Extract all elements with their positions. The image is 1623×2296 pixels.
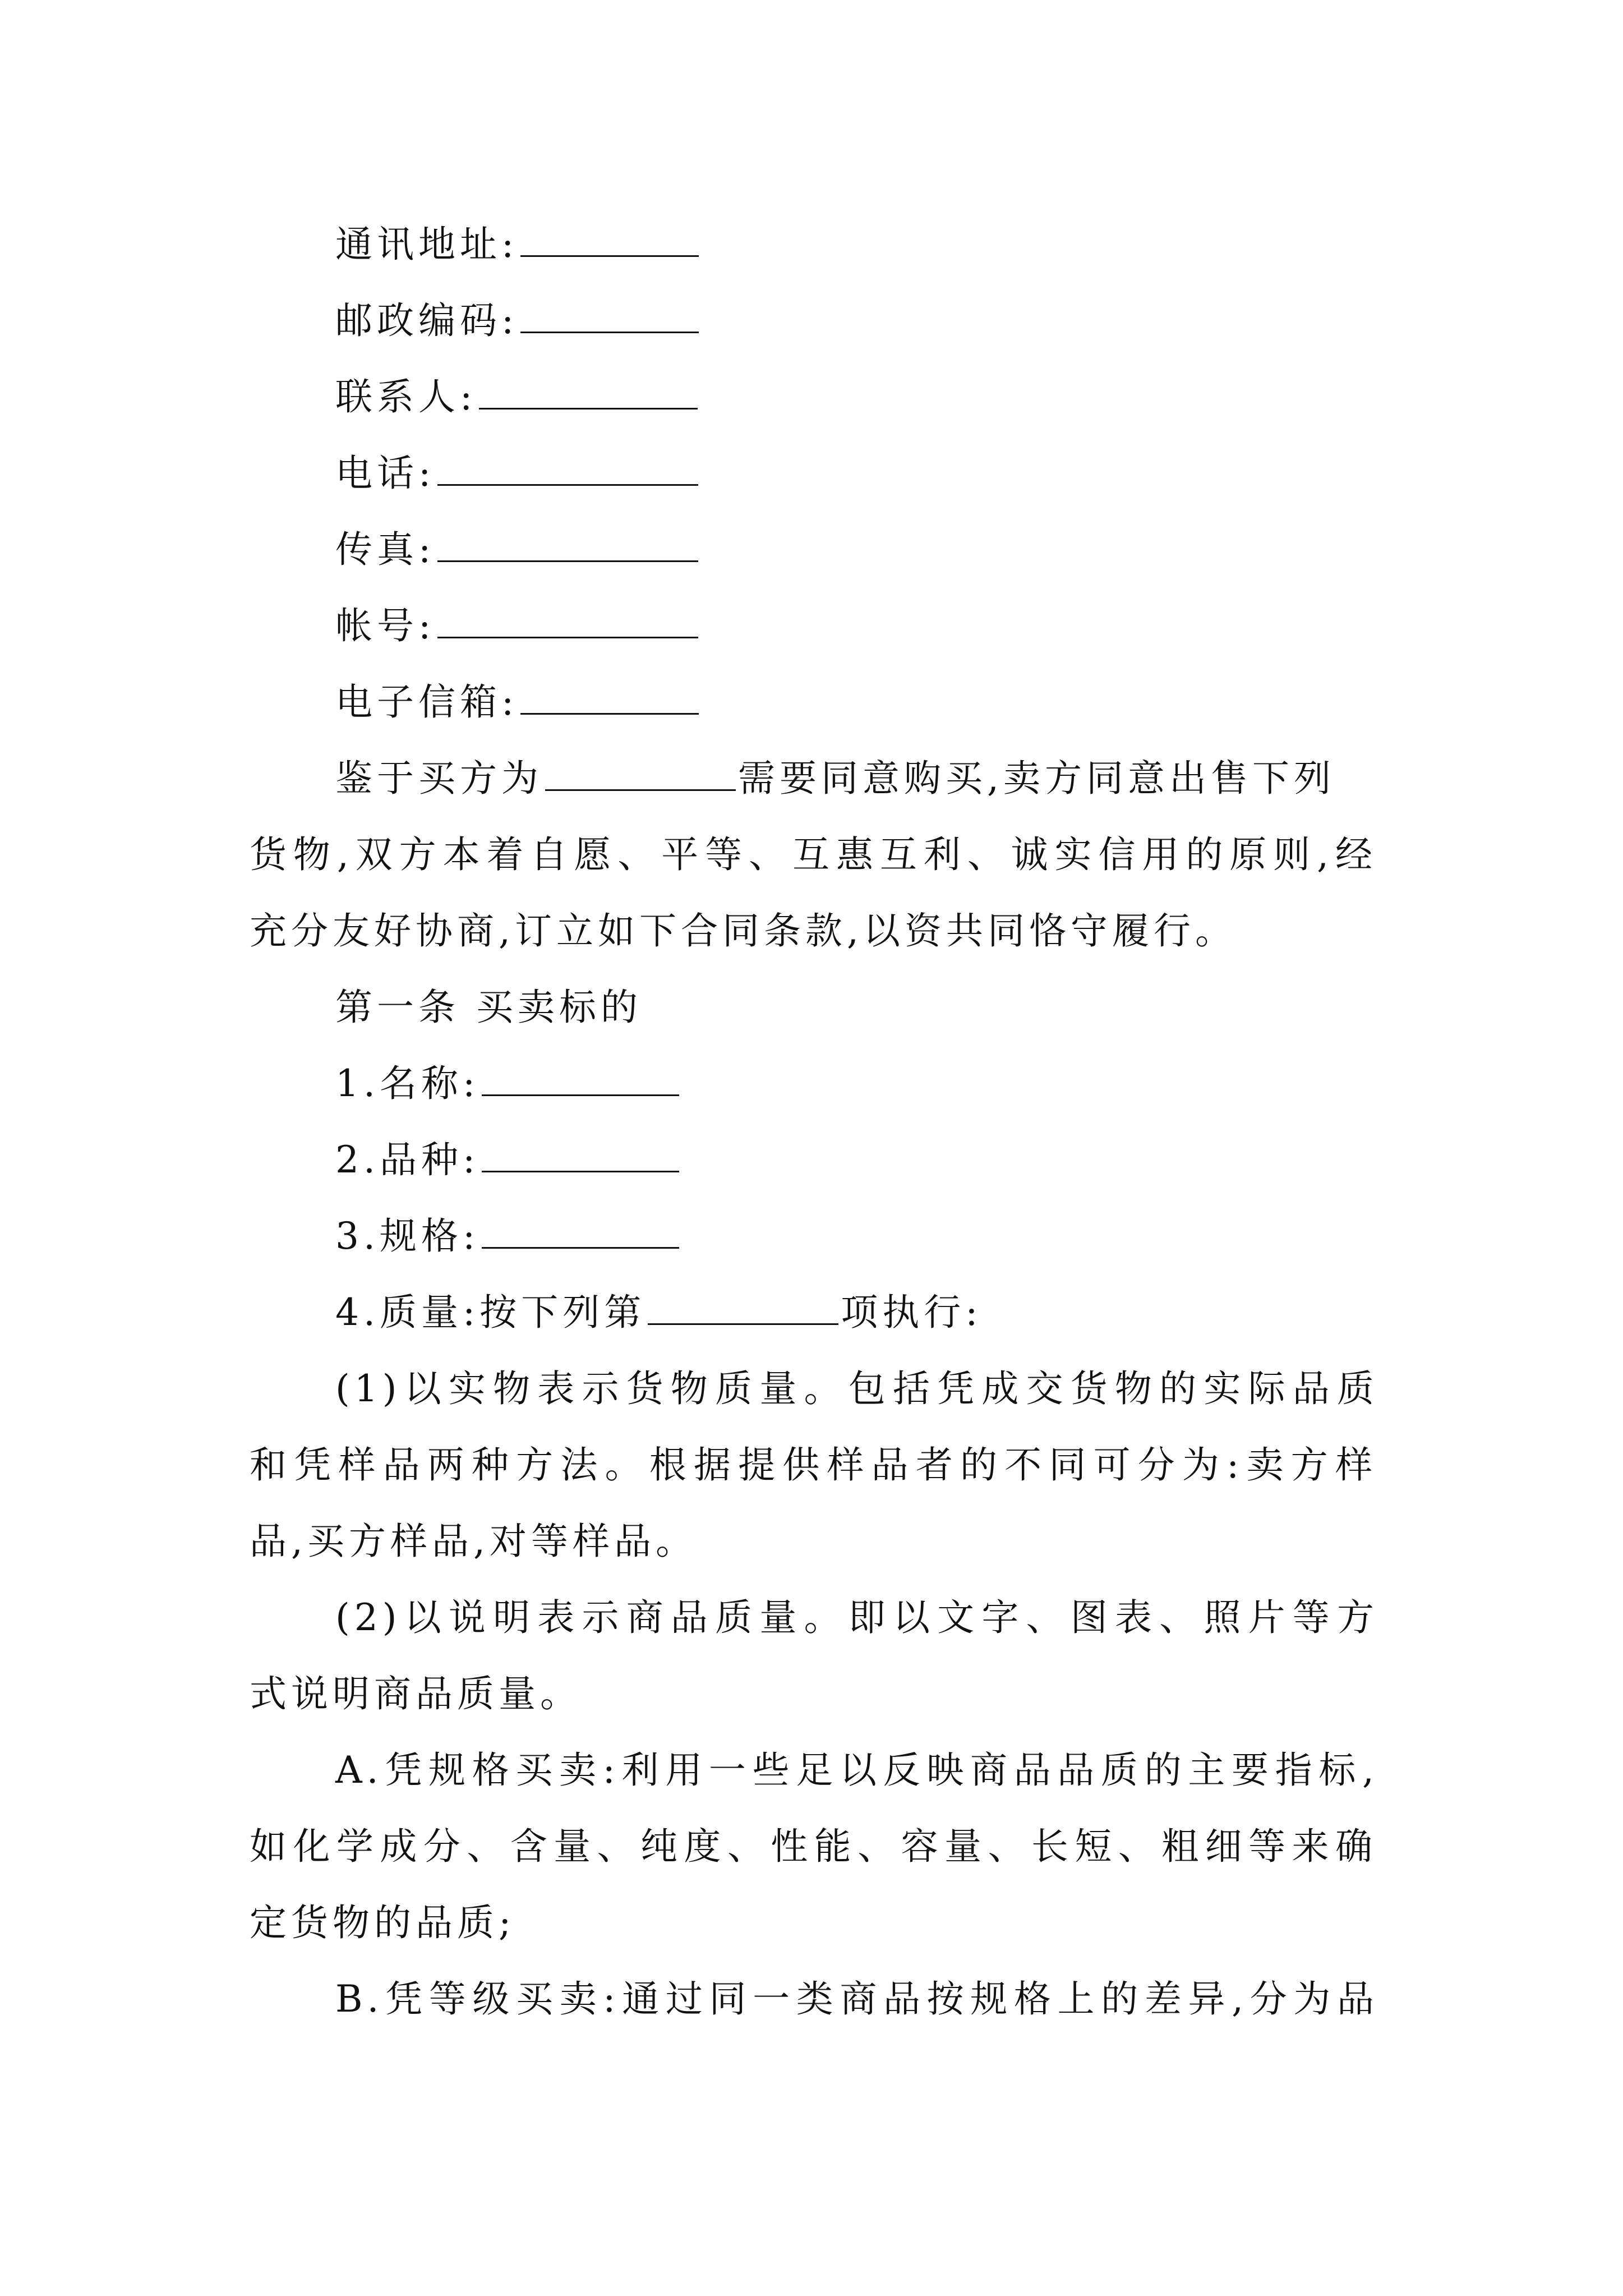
field-account	[335, 604, 1378, 648]
article-heading: 第一条 买卖标的	[335, 986, 642, 1029]
item-label: 3.规格:	[335, 1214, 480, 1258]
optionA-line-2: 如化学成分、含量、纯度、性能、容量、长短、粗细等来确	[250, 1825, 1377, 1868]
blank-line	[437, 528, 698, 562]
option1-line-3: 品,买方样品,对等样品。	[250, 1520, 697, 1563]
optionB-line-1: B.凭等级买卖:通过同一类商品按规格上的差异,分为品	[335, 1977, 1378, 2021]
blank-line	[437, 604, 698, 638]
item-label: 1.名称:	[335, 1062, 480, 1105]
field-label: 邮政编码:	[335, 299, 519, 342]
item-quality	[335, 1290, 1378, 1335]
preamble-line-3: 充分友好协商,订立如下合同条款,以资共同恪守履行。	[250, 909, 1237, 953]
blank-line	[479, 375, 698, 409]
item-label: 项执行:	[841, 1291, 983, 1334]
option2-line-1: (2)以说明表示商品质量。即以文字、图表、照片等方	[335, 1596, 1378, 1639]
field-postcode	[335, 298, 1378, 343]
field-address	[335, 222, 1378, 267]
item-label: 4.质量:按下列第	[335, 1291, 646, 1334]
blank-line	[520, 680, 699, 715]
field-label: 电话:	[335, 452, 436, 495]
field-phone	[335, 451, 1378, 496]
field-contact	[335, 375, 1378, 420]
blank-line	[482, 1062, 679, 1096]
field-fax	[335, 527, 1378, 572]
item-label: 2.品种:	[335, 1138, 480, 1181]
blank-line	[648, 1291, 838, 1325]
preamble-line-1	[335, 756, 1378, 801]
preamble-line-2: 货物,双方本着自愿、平等、互惠互利、诚实信用的原则,经	[250, 833, 1377, 876]
blank-line	[482, 1214, 679, 1249]
blank-line	[482, 1138, 679, 1172]
option2-line-2: 式说明商品质量。	[250, 1672, 582, 1715]
preamble-text: 鉴于买方为	[335, 757, 543, 800]
field-label: 传真:	[335, 528, 436, 571]
blank-line	[437, 452, 698, 486]
field-label: 通讯地址:	[335, 223, 519, 266]
preamble-text: 需要同意购买,卖方同意出售下列	[738, 757, 1335, 800]
item-variety	[335, 1138, 1378, 1182]
option1-line-1: (1)以实物表示货物质量。包括凭成交货物的实际品质	[335, 1367, 1378, 1410]
field-label: 联系人:	[335, 375, 477, 418]
optionA-line-1: A.凭规格买卖:利用一些足以反映商品品质的主要指标,	[335, 1749, 1378, 1792]
blank-line	[520, 299, 699, 333]
field-label: 帐号:	[335, 604, 436, 647]
item-name	[335, 1061, 1378, 1106]
item-spec	[335, 1214, 1378, 1259]
blank-line	[545, 757, 736, 791]
field-email	[335, 680, 1378, 725]
option1-line-2: 和凭样品两种方法。根据提供样品者的不同可分为:卖方样	[250, 1443, 1377, 1487]
blank-line	[520, 223, 699, 257]
optionA-line-3: 定货物的品质;	[250, 1901, 516, 1944]
field-label: 电子信箱:	[335, 680, 519, 724]
